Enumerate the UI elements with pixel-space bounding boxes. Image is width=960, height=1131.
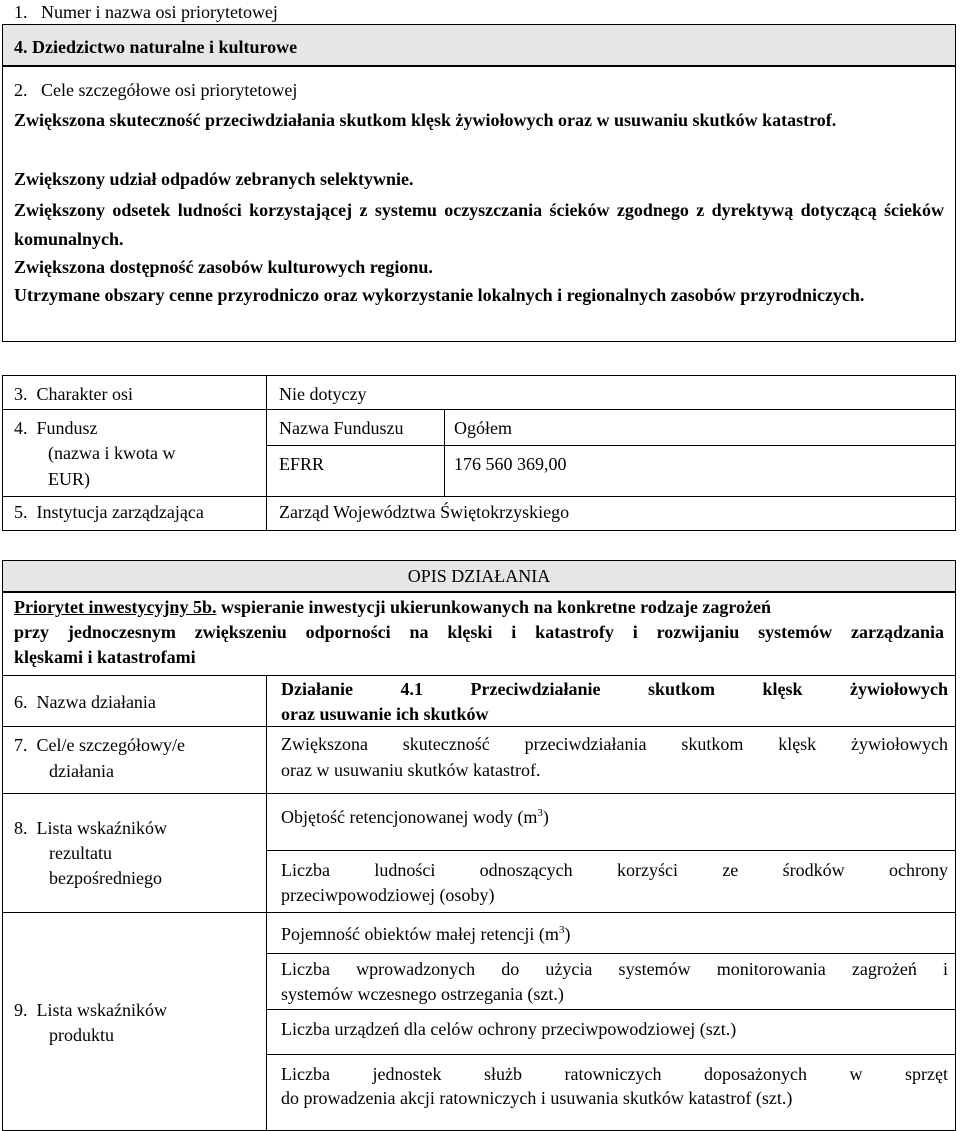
produkt-1: [281, 922, 570, 946]
priority-line-1: [14, 595, 944, 619]
fundusz-label-1: 4. Fundusz: [14, 418, 98, 438]
fund-name: EFRR: [279, 454, 325, 474]
axis-name: 4. Dziedzictwo naturalne i kulturowe: [14, 37, 298, 57]
rezultat-1-text: Objętość retencjonowanej wody (m: [281, 807, 538, 827]
charakter-value: Nie dotyczy: [279, 384, 367, 404]
fund-name-header: Nazwa Funduszu: [279, 418, 404, 438]
objectives-box: [2, 66, 956, 342]
objective-2: Zwiększony udział odpadów zebranych selektywnie.: [14, 169, 414, 189]
priority-label: Priorytet inwestycyjny 5b.: [14, 597, 217, 617]
axis-name-box: [2, 24, 956, 66]
nazwa-value-2: oraz usuwanie ich skutków: [281, 704, 489, 724]
objective-1: Zwiększona skuteczność przeciwdziałania skutkom klęsk żywiołowych oraz w usuwaniu skutków katastrof.: [14, 110, 837, 130]
objective-5: Utrzymane obszary cenne przyrodniczo oraz wykorzystanie lokalnych i regionalnych zasobów przyrodniczych.: [14, 285, 865, 305]
produkt-label-1: 9. Lista wskaźników: [14, 1000, 167, 1020]
fundusz-label-2: (nazwa i kwota w: [48, 443, 176, 463]
charakter-label: 3. Charakter osi: [14, 384, 133, 404]
rezultat-2-line2: przeciwpowodziowej (osoby): [281, 885, 495, 905]
priority-line-3: klęskami i katastrofami: [14, 647, 196, 667]
produkt-1-text: Pojemność obiektów małej retencji (m: [281, 924, 559, 944]
rezultat-1: [281, 805, 549, 829]
rezultat-1-end: ): [542, 807, 549, 827]
produkt-label-2: produktu: [49, 1025, 114, 1045]
rezultat-label-1: 8. Lista wskaźników: [14, 818, 167, 838]
produkt-1-end: ): [564, 924, 571, 944]
priority-text-1: wspieranie inwestycji ukierunkowanych na konkretne rodzaje zagrożeń: [216, 597, 771, 617]
cel-label-1: 7. Cel/e szczegółowy/e: [14, 735, 185, 755]
rezultat-1-sup: 3: [537, 807, 543, 819]
cel-value-2: oraz w usuwaniu skutków katastrof.: [281, 760, 541, 780]
produkt-1-sup: 3: [558, 924, 565, 936]
info-table: [2, 375, 956, 531]
instytucja-value: Zarząd Województwa Świętokrzyskiego: [279, 502, 570, 522]
produkt-4-line2: do prowadzenia akcji ratowniczych i usuwania skutków katastrof (szt.): [281, 1088, 793, 1108]
produkt-3: Liczba urządzeń dla celów ochrony przeciwpowodziowej (szt.): [281, 1019, 737, 1039]
section2-heading: 2. Cele szczegółowe osi priorytetowej: [14, 80, 298, 100]
cel-value-1: Zwiększona skuteczność przeciwdziałania skutkom klęsk żywiołowych: [281, 734, 948, 754]
rezultat-label-2: rezultatu: [49, 843, 112, 863]
action-table: [2, 676, 956, 1131]
objective-3: Zwiększony odsetek ludności korzystającej z systemu oczyszczania ścieków zgodnego z dyrektywą dotyczącą ścieków komunalnych.: [14, 200, 944, 249]
objective-4: Zwiększona dostępność zasobów kulturowych regionu.: [14, 257, 433, 277]
nazwa-value-1: Działanie 4.1 Przeciwdziałanie skutkom klęsk żywiołowych: [281, 679, 948, 699]
opis-title: OPIS DZIAŁANIA: [407, 566, 551, 586]
opis-title-box: [2, 560, 956, 592]
produkt-2-line2: systemów wczesnego ostrzegania (szt.): [281, 984, 564, 1004]
fund-total: 176 560 369,00: [454, 454, 567, 474]
produkt-4-line1: Liczba jednostek służb ratowniczych doposażonych w sprzęt: [281, 1064, 948, 1084]
priority-line-2: przy jednoczesnym zwiększeniu odporności na klęski i katastrofy i rozwijaniu systemów zarządzania: [14, 622, 944, 642]
section1-heading: 1. Numer i nazwa osi priorytetowej: [14, 2, 278, 22]
cel-label-2: działania: [49, 761, 114, 781]
produkt-2-line1: Liczba wprowadzonych do użycia systemów monitorowania zagrożeń i: [281, 959, 948, 979]
fundusz-label-3: EUR): [48, 469, 90, 489]
nazwa-label: 6. Nazwa działania: [14, 692, 156, 712]
instytucja-label: 5. Instytucja zarządzająca: [14, 502, 204, 522]
fund-total-header: Ogółem: [454, 418, 512, 438]
rezultat-2-line1: Liczba ludności odnoszących korzyści ze środków ochrony: [281, 860, 948, 880]
priority-box: [2, 592, 956, 676]
rezultat-label-3: bezpośredniego: [49, 868, 162, 888]
